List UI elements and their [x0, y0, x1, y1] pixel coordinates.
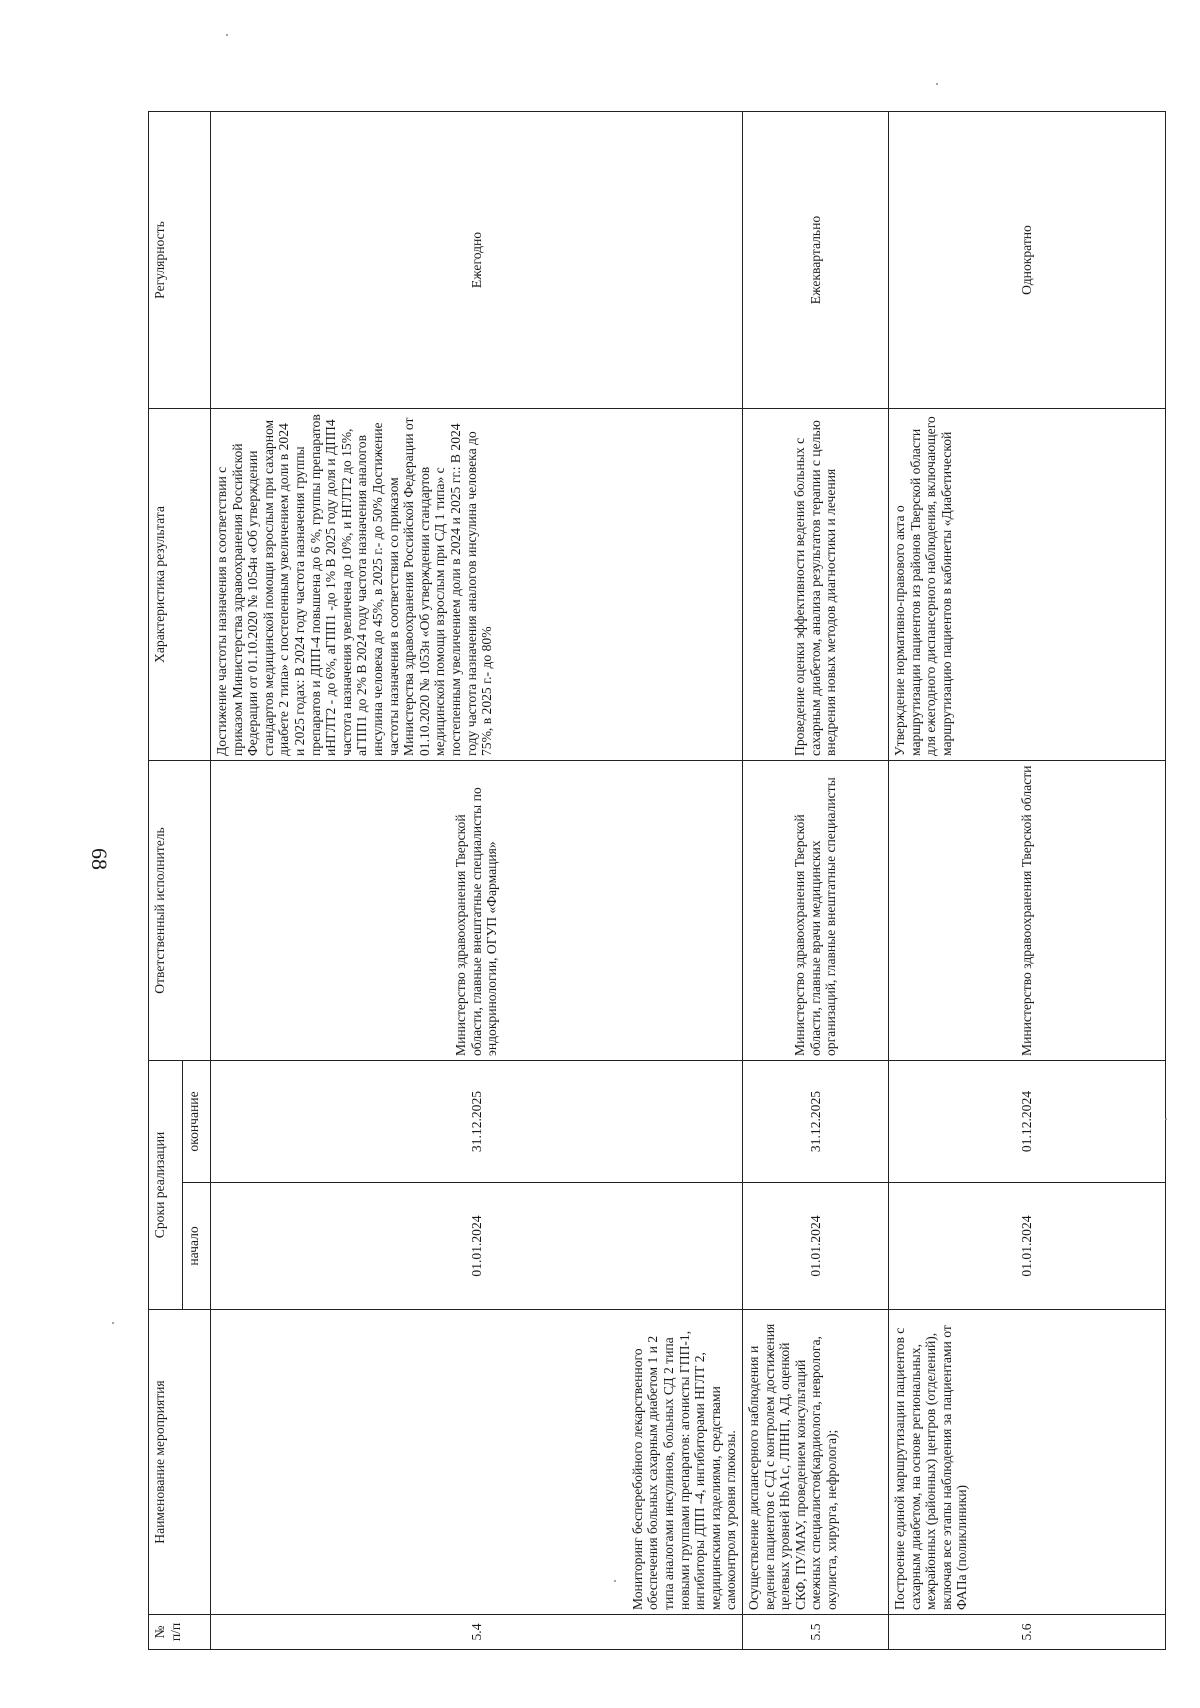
header-row: [149, 112, 183, 1650]
measure-name: Построение единой маршрутизации пациентов с сахарным диабетом, на основе региональных, межрайонных (районных) центров (отделений), включая все этапы наблюдения за пациентами от ФАПа (поликлиники): [889, 1310, 1166, 1615]
table-row: [743, 112, 889, 1650]
row-number: 5.6: [889, 1615, 1166, 1650]
measure-name: Осуществление диспансерного наблюдения и ведение пациентов с СД с контролем достижения целевых уровней HbA1c, ЛПНП, АД, оценкой СКФ, ПУ/МАУ, проведением консультаций смежных специалистов(кардиолога, невролога, окулиста, хирурга, нефролога);: [743, 1310, 889, 1615]
result-description: Утверждение нормативно-правового акта о маршрутизации пациентов из районов Тверской области для ежегодного диспансерного наблюдения, включающего маршрутизацию пациентов в кабинеты «Диабетической: [889, 409, 1166, 761]
measures-table-rotated: [148, 112, 1166, 1650]
table-row: [889, 112, 1166, 1650]
table-row: [211, 112, 743, 1650]
executor: Министерство здравоохранения Тверской области, главные внештатные специалисты по эндокринологии, ОГУП «Фармация»: [211, 761, 743, 1061]
end-date: 31.12.2025: [211, 1061, 743, 1183]
executor: Министерство здравоохранения Тверской области: [889, 761, 1166, 1061]
scan-speck: [112, 1322, 114, 1324]
scan-speck: [226, 34, 228, 36]
page-number: 68: [87, 848, 112, 870]
scan-speck: [1165, 1118, 1167, 1120]
end-date: 31.12.2025: [743, 1061, 889, 1183]
result-description: Проведение оценки эффективности ведения больных с сахарным диабетом, анализа результатов терапии с целью внедрения новых методов диагностики и лечения: [743, 409, 889, 761]
measure-name: Мониторинг бесперебойного лекарственного обеспечения больных сахарным диабетом 1 и 2 типа аналогами инсулинов, больных СД 2 типа новыми группами препаратов: агонисты ГПП-1, ингибиторы ДПП -4, ингибиторами НГЛТ 2, медицинскими изделиями, средствами самоконтроля уровня глюкозы.: [211, 1310, 743, 1615]
result-description: Достижение частоты назначения в соответствии с приказом Министерства здравоохранения Российской Федерации от 01.10.2020 № 1054н «Об утверждении стандартов медицинской помощи взрослым при сахарном диабете 2 типа» с постепенным увеличением доли в 2024 и 2025 годах: В 2024 году частота назначения группы препаратов и ДПП-4 повышена до 6 %, группы препаратов иНГЛТ2 - до 6%, аГПП1 -до 1% В 2025 году доля и ДПП4 частота назначения увеличена до 10%, и НГЛТ2 до 15%, аГПП1 до 2% В 2024 году частота назначения аналогов инсулина человека до 45%, в 2025 г.- до 50% Достижение частоты назначения в соответствии со приказом Министерства здравоохранения Российской Федерации от 01.10.2020 № 1053н «Об утверждении стандартов медицинской помощи взрослым при СД 1 типа» с постепенным увеличением доли в 2024 и 2025 гг.: В 2024 году частота назначения аналогов инсулина человека до 75%, в 2025 г.- до 80%: [211, 409, 743, 761]
col-header-regularity: Регулярность: [149, 112, 211, 409]
start-date: 01.01.2024: [211, 1183, 743, 1310]
col-header-num: № п/п: [149, 1615, 211, 1650]
regularity: Однократно: [889, 112, 1166, 409]
col-header-end: окончание: [183, 1061, 211, 1183]
regularity: Ежегодно: [211, 112, 743, 409]
executor: Министерство здравоохранения Тверской области, главные врачи медицинских организаций, главные внештатные специалисты: [743, 761, 889, 1061]
col-header-result: Характеристика результата: [149, 409, 211, 761]
start-date: 01.01.2024: [889, 1183, 1166, 1310]
row-number: 5.4: [211, 1615, 743, 1650]
col-header-name: Наименование мероприятия: [149, 1310, 211, 1615]
start-date: 01.01.2024: [743, 1183, 889, 1310]
col-header-terms: Сроки реализации: [149, 1061, 183, 1310]
col-header-start: начало: [183, 1183, 211, 1310]
row-number: 5.5: [743, 1615, 889, 1650]
regularity: Ежеквартально: [743, 112, 889, 409]
col-header-executor: Ответственный исполнитель: [149, 761, 211, 1061]
measures-table: [148, 111, 1166, 1650]
end-date: 01.12.2024: [889, 1061, 1166, 1183]
scan-speck: [936, 83, 938, 85]
scan-speck: [614, 1580, 616, 1582]
